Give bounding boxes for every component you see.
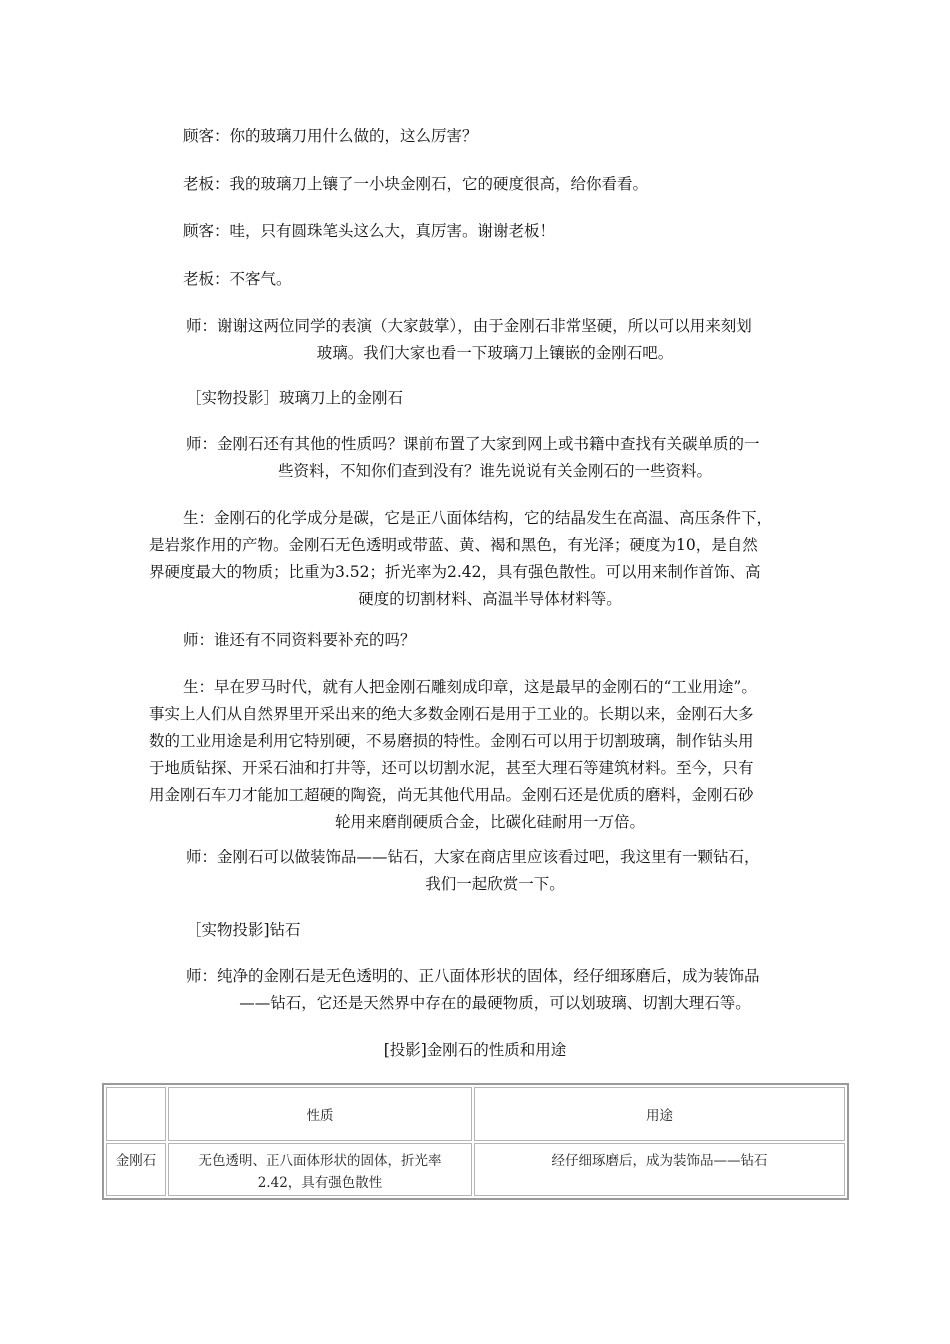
dialogue-boss-reply: 老板：不客气。 [183, 270, 292, 288]
dialogue-customer-question: 顾客：你的玻璃刀用什么做的，这么厉害？ [183, 127, 478, 145]
table-row [106, 1143, 845, 1196]
teacher-paragraph-3: 师：金刚石可以做装饰品——钻石，大家在商店里应该看过吧，我这里有一颗钻石， 我们一起欣赏一下。 [186, 848, 760, 893]
table-cell-use: 经仔细琢磨后，成为装饰品——钻石 [474, 1143, 845, 1196]
table-header-property: 性质 [168, 1087, 472, 1141]
student-paragraph-1: 生：金刚石的化学成分是碳，它是正八面体结构，它的结晶发生在高温、高压条件下， 是岩浆作用的产物。金刚石无色透明或带蓝、黄、褐和黑色，有光泽；硬度为10，是自然 界硬度最大的物质；比重为3.52；折光率为2.42，具有强色散性。可以用来制作首饰、高 硬度的切割材料、高温半导体材料等。 [149, 509, 773, 608]
teacher-paragraph-2: 师：金刚石还有其他的性质吗？课前布置了大家到网上或书籍中查找有关碳单质的一 些资料，不知你们查到没有？谁先说说有关金刚石的一些资料。 [186, 435, 760, 480]
table-title: [投影]金刚石的性质和用途 [383, 1041, 567, 1059]
student-paragraph-2: 生：早在罗马时代，就有人把金刚石雕刻成印章，这是最早的金刚石的“工业用途”。 事实上人们从自然界里开采出来的绝大多数金刚石是用于工业的。长期以来，金刚石大多 数的工业用途是利用它特别硬，不易磨损的特性。金刚石可以用于切割玻璃，制作钻头用 于地质钻探、开采石油和打井等，还可以切割水泥，甚至大理石等建筑材料。至今，只有 用金刚石车刀才能加工超硬的陶瓷，尚无其他代用品。金刚石还是优质的磨料，金刚石砂 轮用来磨削硬质合金，比碳化硅耐用一万倍。 [149, 678, 757, 831]
table-header-use: 用途 [474, 1087, 845, 1141]
table-header-empty [106, 1087, 166, 1141]
properties-table [102, 1083, 849, 1200]
teacher-question: 师：谁还有不同资料要补充的吗？ [183, 631, 416, 649]
projection-label-glass-knife: ［实物投影］玻璃刀上的金刚石 [186, 389, 404, 407]
teacher-paragraph-1: 师：谢谢这两位同学的表演（大家鼓掌），由于金刚石非常坚硬，所以可以用来刻划 玻璃。我们大家也看一下玻璃刀上镶嵌的金刚石吧。 [186, 317, 752, 362]
dialogue-customer-thanks: 顾客：哇，只有圆珠笔头这么大，真厉害。谢谢老板！ [183, 222, 556, 240]
projection-label-diamond: ［实物投影]钻石 [186, 921, 301, 939]
table-header-row [106, 1087, 845, 1141]
teacher-paragraph-4: 师：纯净的金刚石是无色透明的、正八面体形状的固体，经仔细琢磨后，成为装饰品 ——钻石，它还是天然界中存在的最硬物质，可以划玻璃、切割大理石等。 [186, 967, 760, 1012]
table-cell-name: 金刚石 [106, 1143, 166, 1196]
dialogue-boss-answer: 老板：我的玻璃刀上镶了一小块金刚石，它的硬度很高，给你看看。 [183, 175, 649, 193]
table-cell-property: 无色透明、正八面体形状的固体，折光率 2.42，具有强色散性 [168, 1143, 472, 1196]
